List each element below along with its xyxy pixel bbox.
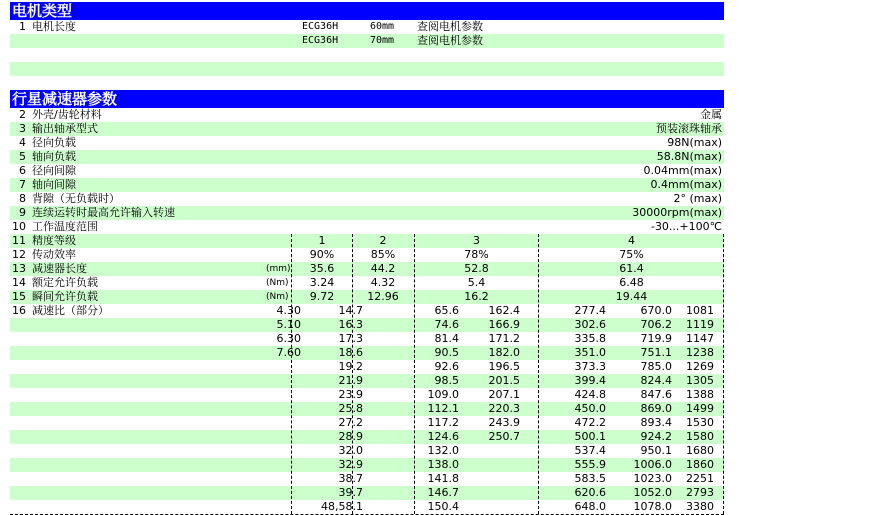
- ratio-value: 17.3: [338, 332, 363, 345]
- spec-label: 瞬间允许负载: [32, 290, 98, 303]
- spec-label: 额定允许负载: [32, 276, 98, 289]
- param-row: [10, 192, 724, 206]
- ratio-value: 141.8: [427, 472, 459, 485]
- param-value: 30000rpm(max): [632, 206, 722, 219]
- motor-length[interactable]: 70mm: [370, 35, 395, 46]
- ratio-value: 207.1: [488, 388, 520, 401]
- ratio-row: [10, 444, 724, 458]
- row-number: 6: [19, 164, 26, 177]
- motor-params-link[interactable]: 查阅电机参数: [417, 34, 483, 47]
- ratio-value: 1680: [686, 444, 714, 457]
- stage4-value: 19.44: [615, 290, 648, 303]
- ratio-value: 924.2: [640, 430, 672, 443]
- ratio-value: 785.0: [640, 360, 672, 373]
- ratio-value: 555.9: [574, 458, 606, 471]
- stage3-value: 3: [473, 234, 480, 247]
- param-row: [10, 136, 724, 150]
- ratio-value: 27.2: [338, 416, 363, 429]
- ratio-label: 减速比（部分）: [32, 304, 109, 317]
- ratio-value: 220.3: [488, 402, 520, 415]
- param-row: [10, 206, 724, 220]
- param-value: 2° (max): [673, 192, 722, 205]
- ratio-row: [10, 402, 724, 416]
- ratio-value: 28.9: [338, 430, 363, 443]
- ratio-value: 138.0: [427, 458, 459, 471]
- stage4-value: 4: [628, 234, 635, 247]
- spacer-row: [10, 48, 724, 62]
- spec-unit: (Nm): [266, 292, 289, 302]
- row-number: 7: [19, 178, 26, 191]
- ratio-value: 1269: [686, 360, 714, 373]
- ratio-value: 4.30: [276, 304, 301, 317]
- ratio-value: 719.9: [640, 332, 672, 345]
- ratio-value: 250.7: [488, 430, 520, 443]
- ratio-value: 19.2: [338, 360, 363, 373]
- stage2-value: 44.2: [370, 262, 396, 275]
- row-number: 5: [19, 150, 26, 163]
- ratio-value: 7.60: [276, 346, 301, 359]
- ratio-value: 1499: [686, 402, 714, 415]
- ratio-value: 399.4: [574, 374, 606, 387]
- spec-label: 减速器长度: [32, 262, 87, 275]
- ratio-value: 196.5: [488, 360, 520, 373]
- spec-row: [10, 248, 724, 262]
- ratio-value: 583.5: [574, 472, 606, 485]
- ratio-value: 893.4: [640, 416, 672, 429]
- column-divider: [291, 234, 292, 514]
- row-number: 15: [12, 290, 26, 303]
- ratio-row: [10, 500, 724, 514]
- param-label: 轴向负载: [32, 150, 76, 163]
- param-label: 外壳/齿轮材料: [32, 108, 102, 121]
- param-label: 轴向间隙: [32, 178, 76, 191]
- param-row: [10, 220, 724, 234]
- ratio-value: 1860: [686, 458, 714, 471]
- ratio-value: 109.0: [427, 388, 459, 401]
- column-divider: [723, 234, 724, 514]
- param-value: 98N(max): [667, 136, 722, 149]
- motor-model[interactable]: ECG36H: [302, 21, 339, 32]
- ratio-value: 21.9: [338, 374, 363, 387]
- stage1-value: 90%: [309, 248, 335, 261]
- ratio-value: 65.6: [434, 304, 459, 317]
- param-row: [10, 164, 724, 178]
- row-number: 10: [12, 220, 26, 233]
- ratio-value: 90.5: [434, 346, 459, 359]
- ratio-value: 450.0: [574, 402, 606, 415]
- param-value: 0.04mm(max): [643, 164, 722, 177]
- ratio-value: 1147: [686, 332, 714, 345]
- param-label: 径向负载: [32, 136, 76, 149]
- ratio-value: 1006.0: [633, 458, 672, 471]
- ratio-value: 751.1: [640, 346, 672, 359]
- ratio-value: 2793: [686, 486, 714, 499]
- column-divider: [538, 234, 539, 514]
- ratio-value: 1081: [686, 304, 714, 317]
- param-value: 0.4mm(max): [650, 178, 722, 191]
- ratio-value: 869.0: [640, 402, 672, 415]
- ratio-row: [10, 318, 724, 332]
- param-row: [10, 122, 724, 136]
- ratio-value: 1305: [686, 374, 714, 387]
- ratio-value: 1119: [686, 318, 714, 331]
- ratio-value: 847.6: [640, 388, 672, 401]
- ratio-value: 32.9: [338, 458, 363, 471]
- ratio-value: 1052.0: [633, 486, 672, 499]
- ratio-value: 243.9: [488, 416, 520, 429]
- ratio-value: 32.0: [338, 444, 363, 457]
- ratio-value: 277.4: [574, 304, 606, 317]
- param-label: 输出轴承型式: [32, 122, 98, 135]
- ratio-row: [10, 332, 724, 346]
- ratio-row: [10, 360, 724, 374]
- ratio-row: [10, 346, 724, 360]
- ratio-value: 424.8: [574, 388, 606, 401]
- stage3-value: 52.8: [464, 262, 489, 275]
- ratio-value: 1388: [686, 388, 714, 401]
- ratio-value: 706.2: [640, 318, 672, 331]
- ratio-value: 182.0: [488, 346, 520, 359]
- ratio-value: 201.5: [488, 374, 520, 387]
- stage4-value: 75%: [619, 248, 644, 261]
- ratio-value: 112.1: [427, 402, 459, 415]
- ratio-row: [10, 304, 724, 318]
- ratio-value: 950.1: [640, 444, 672, 457]
- param-label: 背隙（无负载时）: [32, 192, 120, 205]
- ratio-value: 124.6: [427, 430, 459, 443]
- spec-row: [10, 290, 724, 304]
- ratio-row: [10, 388, 724, 402]
- ratio-value: 162.4: [488, 304, 520, 317]
- param-value: 预装滚珠轴承: [656, 122, 722, 135]
- row-number: 11: [12, 234, 26, 247]
- column-divider: [352, 234, 353, 514]
- ratio-value: 1530: [686, 416, 714, 429]
- row-number: 14: [12, 276, 26, 289]
- row-number: 13: [12, 262, 26, 275]
- ratio-row: [10, 472, 724, 486]
- motor-type-heading: 电机类型: [10, 2, 724, 20]
- ratio-value: 81.4: [434, 332, 459, 345]
- ratio-value: 6.30: [276, 332, 301, 345]
- spec-row: [10, 276, 724, 290]
- ratio-value: 38.7: [338, 472, 363, 485]
- ratio-value: 92.6: [434, 360, 459, 373]
- stage1-value: 1: [318, 234, 326, 247]
- ratio-value: 171.2: [488, 332, 520, 345]
- param-value: 金属: [700, 108, 722, 121]
- motor-params-link[interactable]: 查阅电机参数: [417, 20, 483, 33]
- row-number: 9: [19, 206, 26, 219]
- ratio-value: 824.4: [640, 374, 672, 387]
- param-label: 连续运转时最高允许输入转速: [32, 206, 175, 219]
- row-number: 1: [19, 20, 26, 33]
- ratio-value: 537.4: [574, 444, 606, 457]
- ratio-value: 25.8: [338, 402, 363, 415]
- spacer-row: [10, 62, 724, 76]
- stage1-value: 3.24: [309, 276, 335, 289]
- ratio-value: 150.4: [427, 500, 459, 513]
- ratio-value: 2251: [686, 472, 714, 485]
- motor-length[interactable]: 60mm: [370, 21, 395, 32]
- motor-length-row: [10, 34, 724, 48]
- ratio-value: 18.6: [338, 346, 363, 359]
- spec-row: [10, 262, 724, 276]
- ratio-value: 132.0: [427, 444, 459, 457]
- ratio-value: 472.2: [574, 416, 606, 429]
- param-row: [10, 150, 724, 164]
- ratio-value: 98.5: [434, 374, 459, 387]
- stage2-value: 85%: [370, 248, 396, 261]
- ratio-value: 1580: [686, 430, 714, 443]
- param-row: [10, 108, 724, 122]
- param-row: [10, 178, 724, 192]
- ratio-row: [10, 416, 724, 430]
- ratio-row: [10, 486, 724, 500]
- row-number: 3: [19, 122, 26, 135]
- param-label: 工作温度范围: [32, 220, 98, 233]
- ratio-value: 3380: [686, 500, 714, 513]
- ratio-row: [10, 430, 724, 444]
- ratio-value: 5.10: [276, 318, 301, 331]
- spec-unit: (mm): [266, 264, 291, 274]
- ratio-value: 14.7: [338, 304, 363, 317]
- ratio-value: 166.9: [488, 318, 520, 331]
- ratio-value: 117.2: [427, 416, 459, 429]
- row-number: 16: [12, 304, 26, 317]
- ratio-value: 74.6: [434, 318, 459, 331]
- ratio-value: 1078.0: [633, 500, 672, 513]
- spec-unit: (Nm): [266, 278, 289, 288]
- stage1-value: 9.72: [309, 290, 335, 303]
- gearbox-params-heading: 行星减速器参数: [10, 90, 724, 108]
- ratio-value: 1238: [686, 346, 714, 359]
- param-value: -30...+100℃: [650, 220, 722, 233]
- ratio-value: 302.6: [574, 318, 606, 331]
- spec-label: 精度等级: [32, 234, 76, 247]
- motor-length-row: [10, 20, 724, 34]
- ratio-value: 146.7: [427, 486, 459, 499]
- param-label: 径向间隙: [32, 164, 76, 177]
- row-number: 2: [19, 108, 26, 121]
- ratio-row: [10, 458, 724, 472]
- ratio-value: 16.3: [338, 318, 363, 331]
- stage2-value: 2: [379, 234, 387, 247]
- param-value: 58.8N(max): [656, 150, 722, 163]
- row-label: 电机长度: [32, 20, 76, 33]
- ratio-value: 1023.0: [633, 472, 672, 485]
- row-number: 4: [19, 136, 26, 149]
- stage3-value: 5.4: [467, 276, 486, 289]
- ratio-value: 23.9: [338, 388, 363, 401]
- row-number: 8: [19, 192, 26, 205]
- ratio-row: [10, 374, 724, 388]
- spec-row: [10, 234, 724, 248]
- spec-label: 传动效率: [32, 248, 76, 261]
- row-number: 12: [12, 248, 26, 261]
- stage4-value: 61.4: [619, 262, 644, 275]
- stage2-value: 4.32: [370, 276, 396, 289]
- stage3-value: 78%: [464, 248, 489, 261]
- motor-model[interactable]: ECG36H: [302, 35, 339, 46]
- ratio-value: 670.0: [640, 304, 672, 317]
- ratio-value: 373.3: [574, 360, 606, 373]
- column-divider: [414, 234, 415, 514]
- stage1-value: 35.6: [309, 262, 335, 275]
- ratio-value: 351.0: [574, 346, 606, 359]
- ratio-value: 335.8: [574, 332, 606, 345]
- stage2-value: 12.96: [367, 290, 399, 303]
- ratio-value: 500.1: [574, 430, 606, 443]
- stage4-value: 6.48: [619, 276, 644, 289]
- ratio-value: 620.6: [574, 486, 606, 499]
- ratio-value: 48,58.1: [321, 500, 363, 513]
- ratio-value: 648.0: [574, 500, 606, 513]
- ratio-value: 39.7: [338, 486, 363, 499]
- stage3-value: 16.2: [464, 290, 489, 303]
